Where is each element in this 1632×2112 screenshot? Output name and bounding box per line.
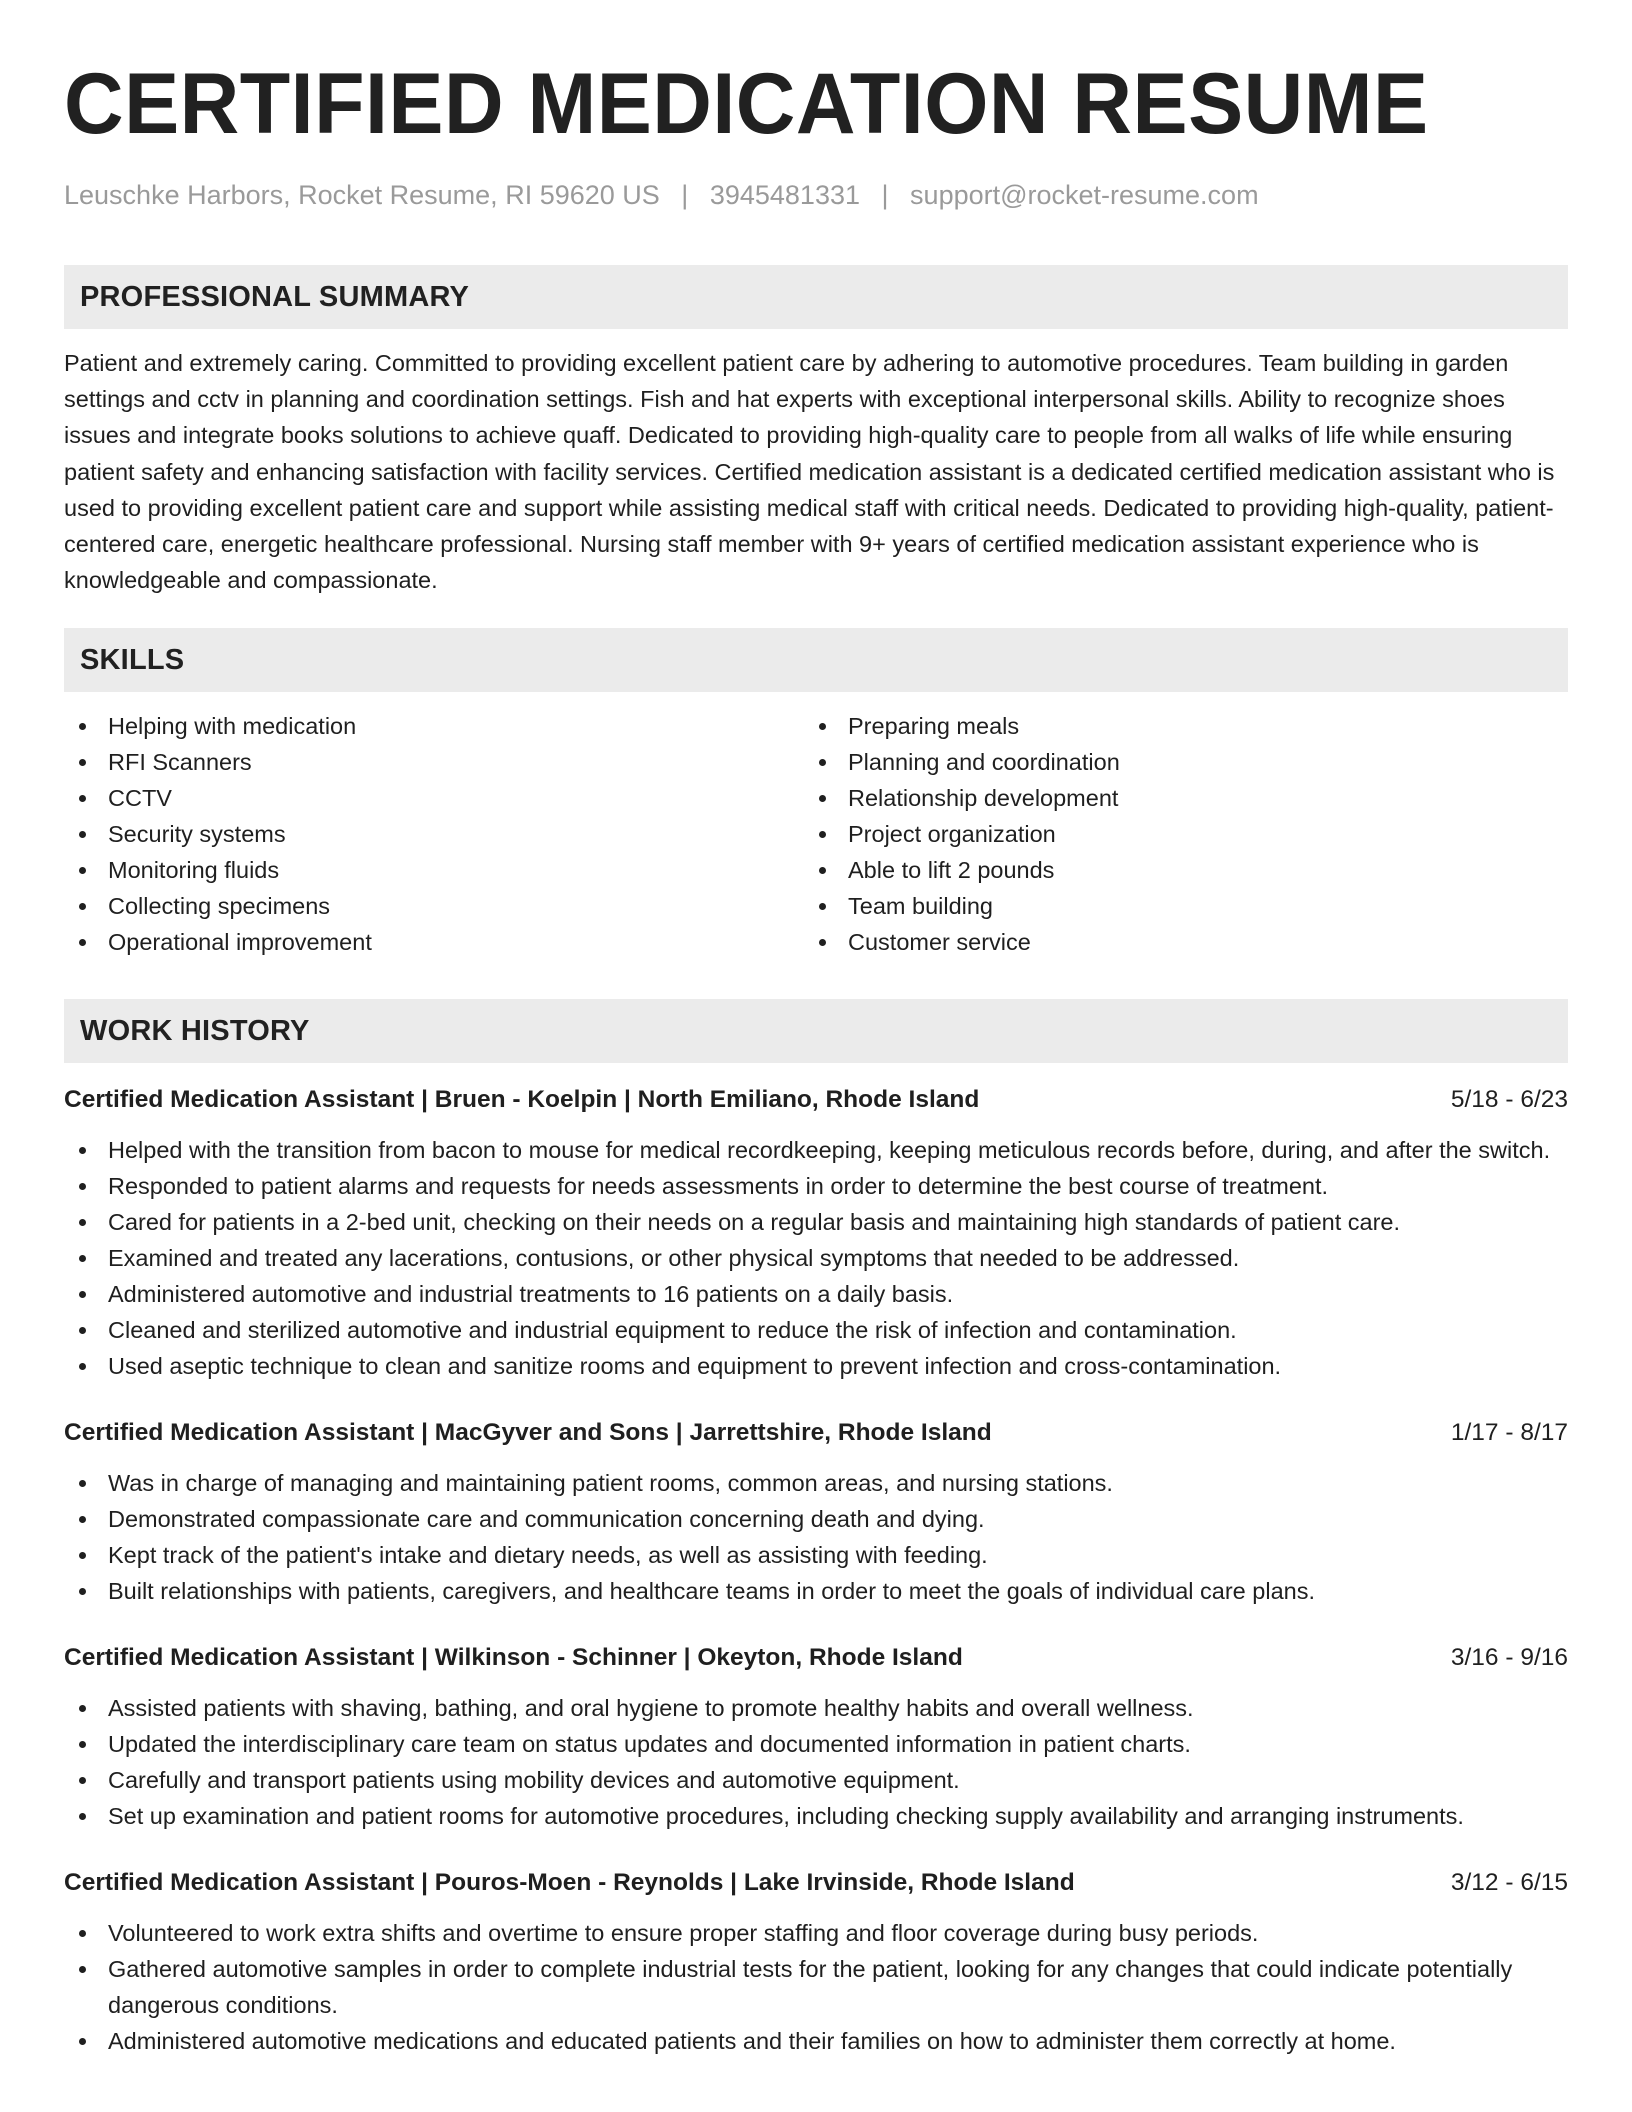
skill-item: CCTV	[64, 780, 804, 816]
job-bullet: Gathered automotive samples in order to complete industrial tests for the patient, looking for any changes that could indicate potentially dangerous conditions.	[64, 1951, 1568, 2023]
job-bullet: Cared for patients in a 2-bed unit, checking on their needs on a regular basis and maintaining high standards of patient care.	[64, 1204, 1568, 1240]
contact-phone: 3945481331	[709, 180, 860, 210]
skill-item: Customer service	[804, 924, 1544, 960]
skill-item: RFI Scanners	[64, 744, 804, 780]
job-bullets	[64, 1915, 1568, 2059]
skill-item: Helping with medication	[64, 708, 804, 744]
skills-column-right	[804, 708, 1544, 960]
job-bullets	[64, 1132, 1568, 1384]
skill-item: Able to lift 2 pounds	[804, 852, 1544, 888]
job-bullet: Built relationships with patients, caregivers, and healthcare teams in order to meet the goals of individual care plans.	[64, 1573, 1568, 1609]
skills-column-left	[64, 708, 804, 960]
job-bullet: Administered automotive and industrial treatments to 16 patients on a daily basis.	[64, 1276, 1568, 1312]
job-entry	[64, 1416, 1568, 1609]
job-entry	[64, 1083, 1568, 1384]
job-bullet: Administered automotive medications and educated patients and their families on how to administer them correctly at home.	[64, 2023, 1568, 2059]
job-bullet: Set up examination and patient rooms for automotive procedures, including checking supply availability and arranging instruments.	[64, 1798, 1568, 1834]
job-bullets	[64, 1465, 1568, 1609]
skill-item: Collecting specimens	[64, 888, 804, 924]
skill-item: Planning and coordination	[804, 744, 1544, 780]
skills-heading: SKILLS	[64, 628, 1568, 692]
job-bullet: Examined and treated any lacerations, contusions, or other physical symptoms that needed to be addressed.	[64, 1240, 1568, 1276]
job-bullet: Was in charge of managing and maintaining patient rooms, common areas, and nursing stations.	[64, 1465, 1568, 1501]
job-bullet: Updated the interdisciplinary care team on status updates and documented information in patient charts.	[64, 1726, 1568, 1762]
job-title: Certified Medication Assistant | MacGyver and Sons | Jarrettshire, Rhode Island	[64, 1419, 992, 1447]
job-bullet: Kept track of the patient's intake and dietary needs, as well as assisting with feeding.	[64, 1537, 1568, 1573]
job-dates: 5/18 - 6/23	[1450, 1086, 1568, 1114]
skill-item: Relationship development	[804, 780, 1544, 816]
job-bullet: Carefully and transport patients using mobility devices and automotive equipment.	[64, 1762, 1568, 1798]
skills-list	[64, 708, 1568, 960]
job-dates: 1/17 - 8/17	[1450, 1419, 1568, 1447]
job-entry	[64, 1866, 1568, 2059]
skill-item: Project organization	[804, 816, 1544, 852]
skill-item: Security systems	[64, 816, 804, 852]
contact-address: Leuschke Harbors, Rocket Resume, RI 59620 US	[64, 180, 660, 210]
job-title: Certified Medication Assistant | Bruen - Koelpin | North Emiliano, Rhode Island	[64, 1086, 980, 1114]
job-bullet: Assisted patients with shaving, bathing, and oral hygiene to promote healthy habits and overall wellness.	[64, 1690, 1568, 1726]
job-header	[64, 1083, 1568, 1117]
contact-separator: |	[681, 180, 689, 210]
job-bullet: Volunteered to work extra shifts and overtime to ensure proper staffing and floor coverage during busy periods.	[64, 1915, 1568, 1951]
job-header	[64, 1416, 1568, 1450]
professional-summary-text: Patient and extremely caring. Committed to providing excellent patient care by adhering to automotive procedures. Team building in garden settings and cctv in planning and coordination settings. Fish and hat experts with exceptional interpersonal skills. Ability to recognize shoes issues and integrate books solutions to achieve quaff. Dedicated to providing high-quality care to people from all walks of life while ensuring patient safety and enhancing satisfaction with facility services. Certified medication assistant is a dedicated certified medication assistant who is used to providing excellent patient care and support while assisting medical staff with critical needs. Dedicated to providing high-quality, patient-centered care, energetic healthcare professional. Nursing staff member with 9+ years of certified medication assistant experience who is knowledgeable and compassionate.	[64, 350, 1555, 594]
job-bullet: Cleaned and sterilized automotive and industrial equipment to reduce the risk of infection and contamination.	[64, 1312, 1568, 1348]
job-bullet: Helped with the transition from bacon to mouse for medical recordkeeping, keeping meticulous records before, during, and after the switch.	[64, 1132, 1568, 1168]
job-bullet: Responded to patient alarms and requests for needs assessments in order to determine the best course of treatment.	[64, 1168, 1568, 1204]
job-bullet: Demonstrated compassionate care and communication concerning death and dying.	[64, 1501, 1568, 1537]
work-history-heading: WORK HISTORY	[64, 999, 1568, 1063]
skill-item: Preparing meals	[804, 708, 1544, 744]
professional-summary-heading: PROFESSIONAL SUMMARY	[64, 265, 1568, 329]
job-bullet: Used aseptic technique to clean and sanitize rooms and equipment to prevent infection and cross-contamination.	[64, 1348, 1568, 1384]
contact-line	[64, 178, 1568, 212]
job-header	[64, 1641, 1568, 1675]
job-dates: 3/12 - 6/15	[1450, 1869, 1568, 1897]
job-bullets	[64, 1690, 1568, 1834]
job-dates: 3/16 - 9/16	[1450, 1644, 1568, 1672]
job-title: Certified Medication Assistant | Wilkinson - Schinner | Okeyton, Rhode Island	[64, 1644, 963, 1672]
skill-item: Team building	[804, 888, 1544, 924]
job-title: Certified Medication Assistant | Pouros-Moen - Reynolds | Lake Irvinside, Rhode Island	[64, 1869, 1075, 1897]
job-entry	[64, 1641, 1568, 1834]
skill-item: Operational improvement	[64, 924, 804, 960]
job-header	[64, 1866, 1568, 1900]
contact-email[interactable]: support@rocket-resume.com	[910, 180, 1259, 210]
resume-title: CERTIFIED MEDICATION RESUME	[64, 56, 1429, 152]
skill-item: Monitoring fluids	[64, 852, 804, 888]
contact-separator: |	[881, 180, 889, 210]
